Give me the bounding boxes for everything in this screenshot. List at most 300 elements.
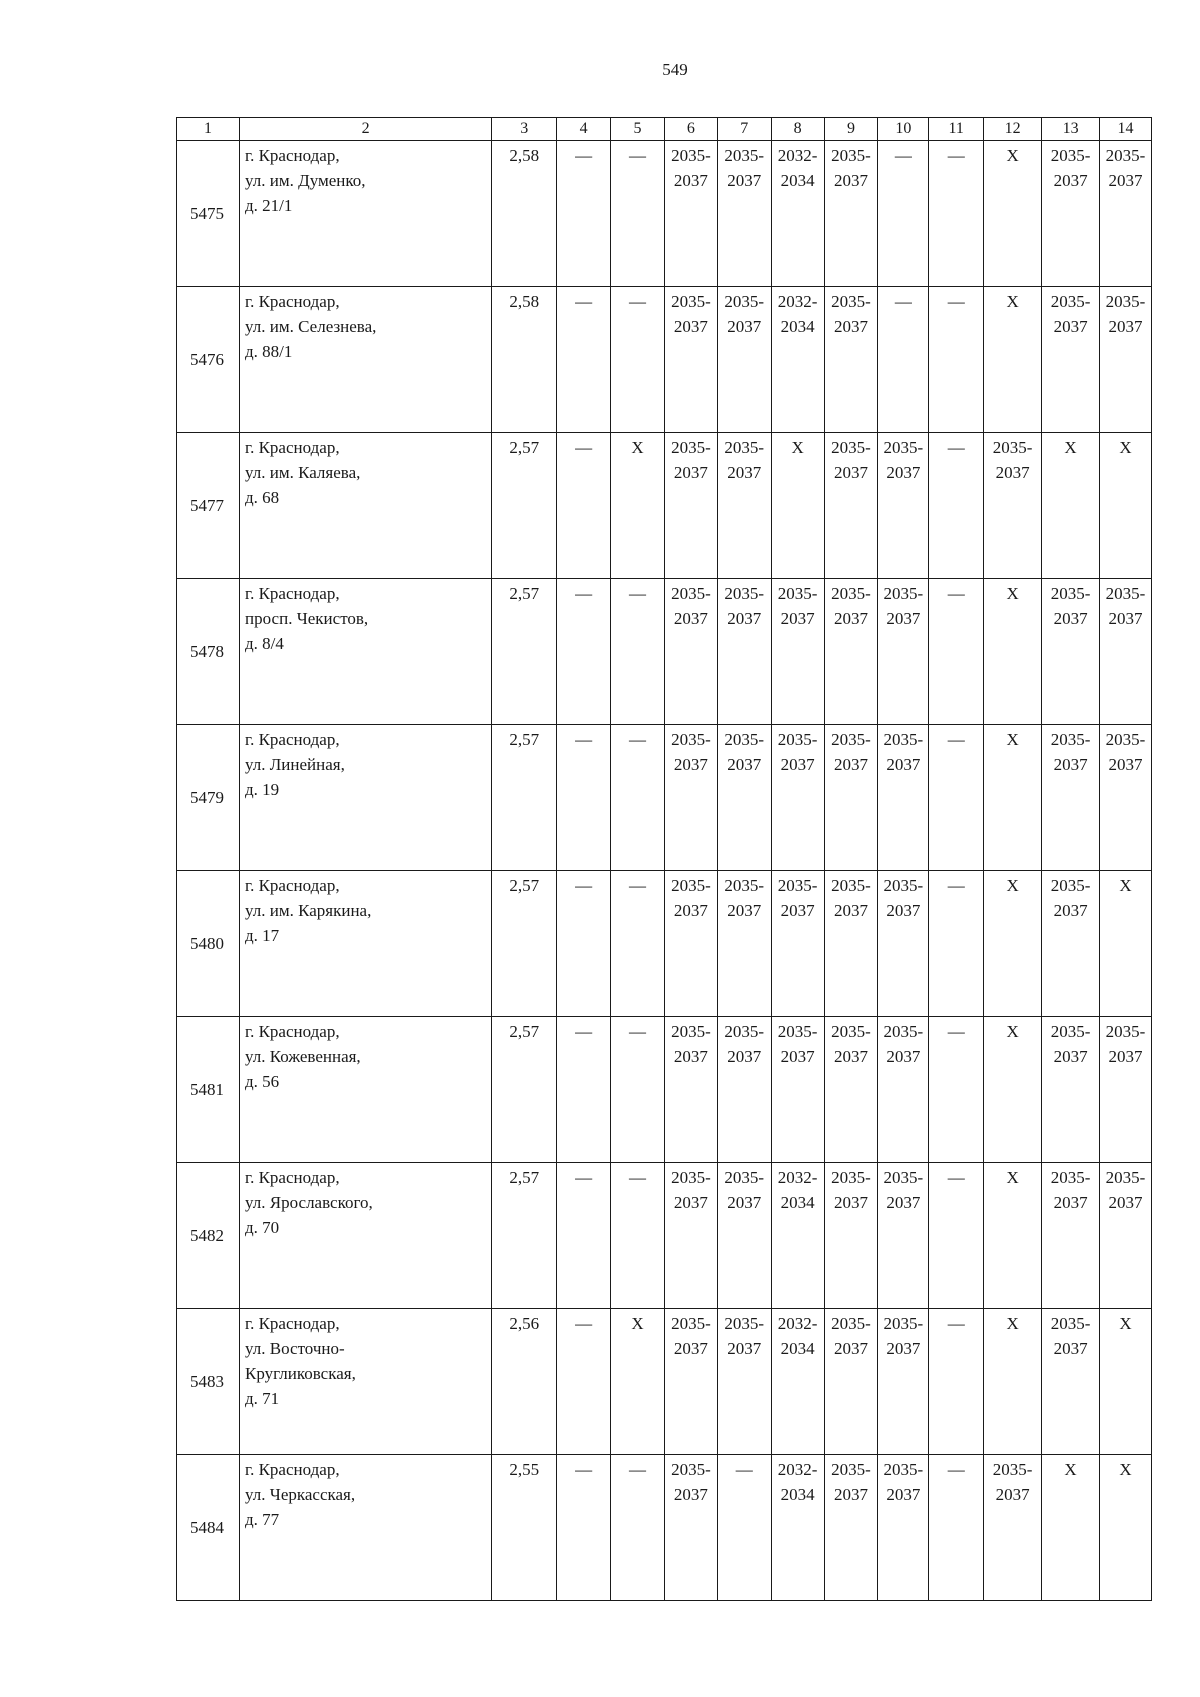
period-cell-col-13 — [1042, 1017, 1100, 1163]
period-cell-col-7 — [717, 287, 771, 433]
cell-text: 2035- 2037 — [1105, 730, 1146, 774]
cell-text: — — [947, 1460, 965, 1479]
period-cell-col-14 — [1100, 725, 1152, 871]
cell-text: Х — [1119, 438, 1132, 457]
header-row — [177, 118, 1152, 141]
cell-text: 2,57 — [509, 584, 540, 603]
cell-text: 2035- 2037 — [831, 1168, 871, 1212]
cell-text: 2035- 2037 — [1050, 584, 1091, 628]
cell-text: 2035- 2037 — [883, 1022, 924, 1066]
address-cell — [240, 1309, 492, 1455]
address-cell — [240, 579, 492, 725]
period-cell-col-7 — [717, 1455, 771, 1601]
table-row — [177, 1309, 1152, 1455]
period-cell-col-11 — [929, 579, 984, 725]
period-cell-col-6 — [664, 579, 717, 725]
column-header: 3 — [492, 118, 557, 141]
cell-text: 2035- 2037 — [724, 584, 765, 628]
row-number-cell — [177, 1163, 240, 1309]
period-cell-col-8 — [771, 1163, 824, 1309]
period-cell-col-10 — [878, 1309, 929, 1455]
period-cell-col-13 — [1042, 287, 1100, 433]
cell-text: Х — [631, 438, 644, 457]
cell-text: — — [629, 1022, 647, 1041]
cell-text: 2,55 — [509, 1460, 540, 1479]
cell-text: 2035- 2037 — [1050, 1022, 1091, 1066]
column-header: 13 — [1042, 118, 1100, 141]
period-cell-col-8 — [771, 287, 824, 433]
cell-text: 2035- 2037 — [992, 438, 1033, 482]
cell-text: 2035- 2037 — [1050, 876, 1091, 920]
cell-text: 2032- 2034 — [777, 1168, 818, 1212]
table-row — [177, 1455, 1152, 1601]
cell-text: — — [735, 1460, 753, 1479]
period-cell-col-13 — [1042, 871, 1100, 1017]
period-cell-col-7 — [717, 1163, 771, 1309]
period-cell-col-10 — [878, 871, 929, 1017]
cell-text: Х — [1006, 876, 1019, 895]
period-cell-col-14 — [1100, 871, 1152, 1017]
cell-text: Х — [1006, 1168, 1019, 1187]
cell-text: 2035- 2037 — [1050, 1314, 1091, 1358]
cell-text: 2035- 2037 — [671, 584, 711, 628]
period-cell-col-8 — [771, 141, 824, 287]
cell-text: Х — [1006, 584, 1019, 603]
cell-text: 2035- 2037 — [724, 1168, 765, 1212]
period-cell-col-14 — [1100, 141, 1152, 287]
period-cell-col-13 — [1042, 1309, 1100, 1455]
period-cell-col-12 — [984, 871, 1042, 1017]
address-cell — [240, 871, 492, 1017]
cell-text: 2035- 2037 — [831, 438, 871, 482]
period-cell-col-11 — [929, 287, 984, 433]
cell-text: 2,57 — [509, 1168, 540, 1187]
column-header: 9 — [824, 118, 878, 141]
cell-text: — — [575, 146, 593, 165]
period-cell-col-6 — [664, 871, 717, 1017]
cell-text: 2035- 2037 — [777, 730, 818, 774]
cell-text: 2035- 2037 — [831, 146, 871, 190]
period-cell-col-13 — [1042, 579, 1100, 725]
cell-text: 2035- 2037 — [1105, 1168, 1146, 1212]
cell-text: 2035- 2037 — [671, 1022, 711, 1066]
period-cell-col-8 — [771, 1455, 824, 1601]
cell-text: 2035- 2037 — [883, 730, 924, 774]
period-cell-col-12 — [984, 1455, 1042, 1601]
period-cell-col-8 — [771, 725, 824, 871]
cell-text: — — [629, 876, 647, 895]
cell-text: 2035- 2037 — [883, 1168, 924, 1212]
cell-text: 2035- 2037 — [883, 876, 924, 920]
value-cell — [492, 287, 557, 433]
cell-text: 2035- 2037 — [1050, 146, 1091, 190]
cell-text: 2035- 2037 — [831, 1022, 871, 1066]
period-cell-col-11 — [929, 1163, 984, 1309]
table-row — [177, 725, 1152, 871]
cell-text: 2035- 2037 — [831, 292, 871, 336]
cell-text: — — [947, 438, 965, 457]
period-cell-col-5 — [611, 1455, 665, 1601]
period-cell-col-5 — [611, 725, 665, 871]
cell-text: — — [575, 730, 593, 749]
period-cell-col-4 — [557, 725, 611, 871]
cell-text: — — [629, 1168, 647, 1187]
value-cell — [492, 725, 557, 871]
cell-text: 2035- 2037 — [671, 1460, 711, 1504]
period-cell-col-12 — [984, 1017, 1042, 1163]
period-cell-col-12 — [984, 1163, 1042, 1309]
cell-text: — — [629, 584, 647, 603]
period-cell-col-13 — [1042, 141, 1100, 287]
period-cell-col-7 — [717, 141, 771, 287]
cell-text: 2,57 — [509, 730, 540, 749]
period-cell-col-11 — [929, 871, 984, 1017]
period-cell-col-5 — [611, 287, 665, 433]
cell-text: г. Краснодар, ул. им. Карякина, д. 17 — [245, 876, 372, 945]
cell-text: 2035- 2037 — [831, 1314, 871, 1358]
value-cell — [492, 1017, 557, 1163]
cell-text: — — [575, 292, 593, 311]
period-cell-col-4 — [557, 1309, 611, 1455]
cell-text: 2035- 2037 — [1105, 584, 1146, 628]
row-number-cell — [177, 579, 240, 725]
cell-text: 2035- 2037 — [777, 1022, 818, 1066]
period-cell-col-11 — [929, 1455, 984, 1601]
period-cell-col-13 — [1042, 1163, 1100, 1309]
cell-text: 2035- 2037 — [831, 1460, 871, 1504]
period-cell-col-10 — [878, 287, 929, 433]
period-cell-col-8 — [771, 1017, 824, 1163]
period-cell-col-5 — [611, 871, 665, 1017]
cell-text: 5479 — [190, 788, 224, 807]
cell-text: г. Краснодар, ул. им. Думенко, д. 21/1 — [245, 146, 366, 215]
address-cell — [240, 1017, 492, 1163]
cell-text: Х — [1006, 146, 1019, 165]
table-row — [177, 287, 1152, 433]
period-cell-col-4 — [557, 1455, 611, 1601]
cell-text: 2035- 2037 — [883, 438, 924, 482]
period-cell-col-5 — [611, 141, 665, 287]
period-cell-col-10 — [878, 579, 929, 725]
period-cell-col-9 — [824, 725, 878, 871]
period-cell-col-13 — [1042, 433, 1100, 579]
cell-text: — — [947, 1168, 965, 1187]
column-header: 1 — [177, 118, 240, 141]
cell-text: 2035- 2037 — [724, 146, 765, 190]
period-cell-col-7 — [717, 725, 771, 871]
period-cell-col-12 — [984, 433, 1042, 579]
period-cell-col-4 — [557, 579, 611, 725]
column-header: 2 — [240, 118, 492, 141]
period-cell-col-6 — [664, 1309, 717, 1455]
cell-text: 5483 — [190, 1372, 224, 1391]
cell-text: 2035- 2037 — [724, 292, 765, 336]
period-cell-col-4 — [557, 141, 611, 287]
period-cell-col-10 — [878, 1163, 929, 1309]
period-cell-col-13 — [1042, 725, 1100, 871]
row-number-cell — [177, 141, 240, 287]
address-cell — [240, 433, 492, 579]
cell-text: — — [947, 146, 965, 165]
period-cell-col-4 — [557, 433, 611, 579]
value-cell — [492, 141, 557, 287]
address-cell — [240, 141, 492, 287]
period-cell-col-5 — [611, 1017, 665, 1163]
table-row — [177, 141, 1152, 287]
cell-text: — — [575, 1168, 593, 1187]
cell-text: г. Краснодар, ул. им. Селезнева, д. 88/1 — [245, 292, 377, 361]
cell-text: г. Краснодар, просп. Чекистов, д. 8/4 — [245, 584, 369, 653]
period-cell-col-14 — [1100, 287, 1152, 433]
period-cell-col-4 — [557, 1017, 611, 1163]
period-cell-col-6 — [664, 141, 717, 287]
cell-text: 5478 — [190, 642, 224, 661]
period-cell-col-9 — [824, 141, 878, 287]
cell-text: — — [629, 1460, 647, 1479]
period-cell-col-5 — [611, 1309, 665, 1455]
address-cell — [240, 287, 492, 433]
cell-text: 2035- 2037 — [1050, 1168, 1091, 1212]
cell-text: — — [894, 146, 912, 165]
period-cell-col-9 — [824, 871, 878, 1017]
period-cell-col-14 — [1100, 433, 1152, 579]
period-cell-col-9 — [824, 1455, 878, 1601]
period-cell-col-14 — [1100, 1017, 1152, 1163]
period-cell-col-7 — [717, 1017, 771, 1163]
cell-text: 2035- 2037 — [724, 1314, 765, 1358]
cell-text: 2035- 2037 — [671, 1314, 711, 1358]
cell-text: 5482 — [190, 1226, 224, 1245]
cell-text: — — [947, 1314, 965, 1333]
cell-text: 2035- 2037 — [1050, 730, 1091, 774]
cell-text: 5475 — [190, 204, 224, 223]
cell-text: 2035- 2037 — [1105, 292, 1146, 336]
cell-text: 2035- 2037 — [671, 438, 711, 482]
period-cell-col-10 — [878, 725, 929, 871]
row-number-cell — [177, 1455, 240, 1601]
value-cell — [492, 1163, 557, 1309]
cell-text: 5481 — [190, 1080, 224, 1099]
period-cell-col-10 — [878, 1017, 929, 1163]
cell-text: 2035- 2037 — [831, 876, 871, 920]
cell-text: — — [629, 292, 647, 311]
cell-text: 2035- 2037 — [671, 1168, 711, 1212]
cell-text: — — [947, 730, 965, 749]
cell-text: 2032- 2034 — [777, 292, 818, 336]
cell-text: 2035- 2037 — [671, 730, 711, 774]
period-cell-col-8 — [771, 871, 824, 1017]
cell-text: г. Краснодар, ул. им. Каляева, д. 68 — [245, 438, 361, 507]
cell-text: 2032- 2034 — [777, 1314, 818, 1358]
address-cell — [240, 1455, 492, 1601]
row-number-cell — [177, 1017, 240, 1163]
period-cell-col-13 — [1042, 1455, 1100, 1601]
cell-text: — — [947, 584, 965, 603]
period-cell-col-11 — [929, 141, 984, 287]
value-cell — [492, 579, 557, 725]
cell-text: Х — [1006, 1314, 1019, 1333]
cell-text: 2,58 — [509, 146, 540, 165]
cell-text: 2,57 — [509, 876, 540, 895]
column-header: 10 — [878, 118, 929, 141]
cell-text: г. Краснодар, ул. Линейная, д. 19 — [245, 730, 345, 799]
period-cell-col-5 — [611, 1163, 665, 1309]
cell-text: Х — [1119, 1314, 1132, 1333]
period-cell-col-4 — [557, 871, 611, 1017]
period-cell-col-12 — [984, 725, 1042, 871]
cell-text: 2035- 2037 — [724, 876, 765, 920]
period-cell-col-14 — [1100, 1455, 1152, 1601]
period-cell-col-7 — [717, 1309, 771, 1455]
cell-text: — — [575, 1314, 593, 1333]
period-cell-col-9 — [824, 287, 878, 433]
table-row — [177, 1017, 1152, 1163]
cell-text: 2035- 2037 — [1050, 292, 1091, 336]
period-cell-col-6 — [664, 1017, 717, 1163]
period-cell-col-10 — [878, 1455, 929, 1601]
cell-text: Х — [791, 438, 804, 457]
cell-text: 2,57 — [509, 1022, 540, 1041]
period-cell-col-9 — [824, 433, 878, 579]
cell-text: 2,57 — [509, 438, 540, 457]
cell-text: Х — [631, 1314, 644, 1333]
cell-text: — — [894, 292, 912, 311]
column-header: 14 — [1100, 118, 1152, 141]
period-cell-col-12 — [984, 1309, 1042, 1455]
period-cell-col-9 — [824, 579, 878, 725]
address-cell — [240, 1163, 492, 1309]
cell-text: 2035- 2037 — [724, 438, 765, 482]
value-cell — [492, 871, 557, 1017]
column-header: 6 — [664, 118, 717, 141]
column-header: 5 — [611, 118, 665, 141]
period-cell-col-11 — [929, 725, 984, 871]
table-row — [177, 433, 1152, 579]
period-cell-col-6 — [664, 1163, 717, 1309]
cell-text: 2,56 — [509, 1314, 540, 1333]
cell-text: 5480 — [190, 934, 224, 953]
period-cell-col-12 — [984, 287, 1042, 433]
cell-text: 2035- 2037 — [883, 584, 924, 628]
row-number-cell — [177, 871, 240, 1017]
page-number: 549 — [662, 60, 688, 79]
column-header: 7 — [717, 118, 771, 141]
table-row — [177, 1163, 1152, 1309]
period-cell-col-5 — [611, 433, 665, 579]
cell-text: — — [575, 1460, 593, 1479]
cell-text: 2032- 2034 — [777, 1460, 818, 1504]
row-number-cell — [177, 725, 240, 871]
cell-text: г. Краснодар, ул. Восточно- Кругликовская, д. 71 — [245, 1314, 356, 1408]
value-cell — [492, 1455, 557, 1601]
cell-text: Х — [1006, 730, 1019, 749]
period-cell-col-7 — [717, 579, 771, 725]
period-cell-col-14 — [1100, 1309, 1152, 1455]
period-cell-col-10 — [878, 141, 929, 287]
period-cell-col-12 — [984, 579, 1042, 725]
cell-text: — — [575, 438, 593, 457]
cell-text: 2035- 2037 — [671, 146, 711, 190]
column-header: 12 — [984, 118, 1042, 141]
value-cell — [492, 433, 557, 579]
period-cell-col-11 — [929, 1017, 984, 1163]
cell-text: — — [947, 1022, 965, 1041]
cell-text: 2035- 2037 — [724, 1022, 765, 1066]
cell-text: 2032- 2034 — [777, 146, 818, 190]
cell-text: г. Краснодар, ул. Ярославского, д. 70 — [245, 1168, 373, 1237]
row-number-cell — [177, 433, 240, 579]
cell-text: — — [629, 146, 647, 165]
cell-text: 5484 — [190, 1518, 224, 1537]
column-header: 4 — [557, 118, 611, 141]
cell-text: 2035- 2037 — [831, 730, 871, 774]
value-cell — [492, 1309, 557, 1455]
cell-text: 2,58 — [509, 292, 540, 311]
cell-text: 2035- 2037 — [883, 1314, 924, 1358]
table-row — [177, 871, 1152, 1017]
cell-text: 2035- 2037 — [777, 584, 818, 628]
cell-text: — — [947, 876, 965, 895]
cell-text: 5477 — [190, 496, 224, 515]
cell-text: Х — [1064, 438, 1077, 457]
cell-text: — — [575, 584, 593, 603]
period-cell-col-4 — [557, 1163, 611, 1309]
cell-text: Х — [1119, 876, 1132, 895]
period-cell-col-6 — [664, 1455, 717, 1601]
cell-text: 2035- 2037 — [671, 876, 711, 920]
period-cell-col-6 — [664, 725, 717, 871]
cell-text: 2035- 2037 — [831, 584, 871, 628]
period-cell-col-7 — [717, 871, 771, 1017]
period-cell-col-10 — [878, 433, 929, 579]
period-cell-col-12 — [984, 141, 1042, 287]
period-cell-col-9 — [824, 1017, 878, 1163]
period-cell-col-4 — [557, 287, 611, 433]
period-cell-col-11 — [929, 1309, 984, 1455]
cell-text: 2035- 2037 — [992, 1460, 1033, 1504]
period-cell-col-8 — [771, 1309, 824, 1455]
cell-text: 2035- 2037 — [671, 292, 711, 336]
cell-text: Х — [1006, 1022, 1019, 1041]
period-cell-col-14 — [1100, 579, 1152, 725]
cell-text: — — [947, 292, 965, 311]
register-table — [176, 117, 1152, 1601]
cell-text: Х — [1119, 1460, 1132, 1479]
period-cell-col-5 — [611, 579, 665, 725]
table-row — [177, 579, 1152, 725]
cell-text: — — [629, 730, 647, 749]
period-cell-col-9 — [824, 1163, 878, 1309]
period-cell-col-14 — [1100, 1163, 1152, 1309]
period-cell-col-6 — [664, 287, 717, 433]
cell-text: Х — [1006, 292, 1019, 311]
cell-text: г. Краснодар, ул. Кожевенная, д. 56 — [245, 1022, 361, 1091]
cell-text: — — [575, 1022, 593, 1041]
address-cell — [240, 725, 492, 871]
cell-text: 2035- 2037 — [724, 730, 765, 774]
row-number-cell — [177, 1309, 240, 1455]
row-number-cell — [177, 287, 240, 433]
cell-text: г. Краснодар, ул. Черкасская, д. 77 — [245, 1460, 356, 1529]
period-cell-col-7 — [717, 433, 771, 579]
cell-text: — — [575, 876, 593, 895]
cell-text: 2035- 2037 — [777, 876, 818, 920]
period-cell-col-11 — [929, 433, 984, 579]
period-cell-col-6 — [664, 433, 717, 579]
column-header: 8 — [771, 118, 824, 141]
cell-text: Х — [1064, 1460, 1077, 1479]
period-cell-col-8 — [771, 433, 824, 579]
